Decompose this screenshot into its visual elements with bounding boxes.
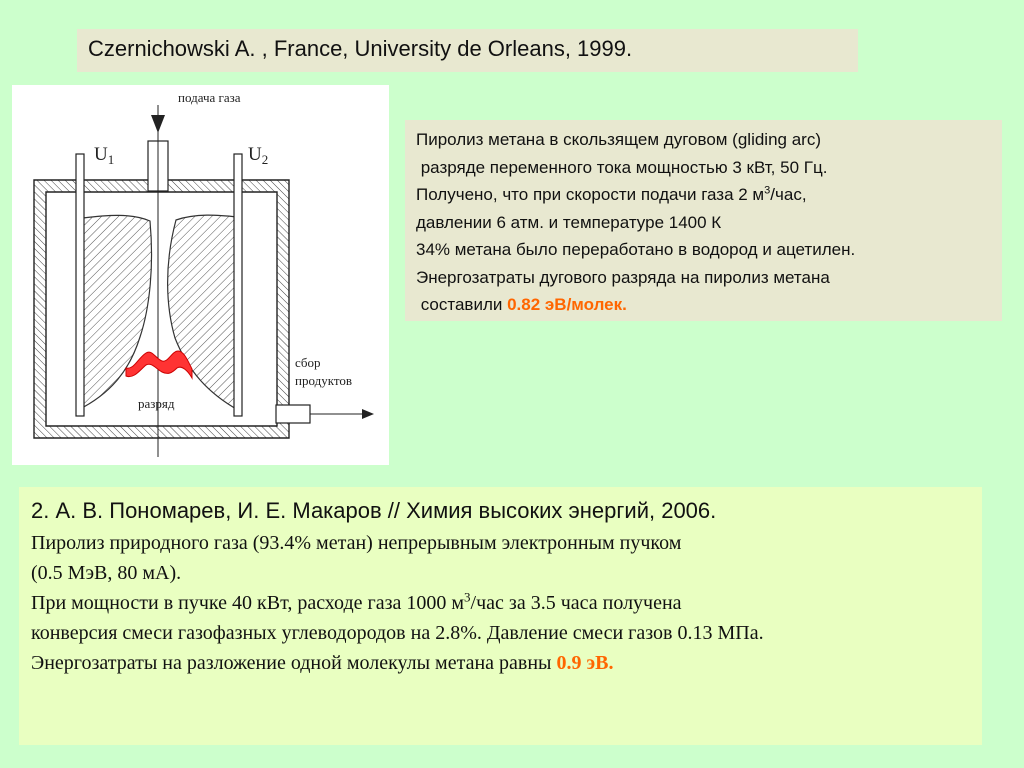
gliding-arc-line-1: Пиролиз метана в скользящем дуговом (gliding arc): [416, 130, 821, 149]
electron-beam-line-2: (0.5 МэВ, 80 мА).: [31, 562, 182, 584]
electron-beam-line-1: Пиролиз природного газа (93.4% метан) непрерывным электронным пучком: [31, 532, 682, 554]
electrode-2-label: $U_2$: [248, 144, 269, 167]
discharge-arc: [126, 351, 192, 378]
gliding-arc-description: [405, 120, 1002, 321]
gas-feed-label: подача газа: [178, 90, 241, 105]
gliding-arc-line-2: разряде переменного тока мощностью 3 кВт, 50 Гц.: [416, 157, 828, 177]
reactor-diagram: [12, 85, 389, 465]
product-outlet: [276, 405, 374, 423]
reference-box: [77, 29, 858, 72]
products-label-line1: сбор: [295, 355, 321, 370]
gliding-arc-line-6: Энергозатраты дугового разряда на пиролиз метана: [416, 267, 830, 287]
gliding-arc-line-4: давлении 6 атм. и температуре 1400 К: [416, 212, 722, 232]
products-label-line2: продуктов: [295, 373, 352, 388]
electron-beam-line-5: Энергозатраты на разложение одной молекулы метана равны 0.9 эВ.: [31, 652, 614, 674]
electron-beam-energy-value: 0.9 эВ.: [556, 652, 614, 674]
gliding-arc-line-5: 34% метана было переработано в водород и ацетилен.: [416, 240, 856, 259]
electron-beam-line-4: конверсия смеси газофазных углеводородов на 2.8%. Давление смеси газов 0.13 МПа.: [31, 622, 764, 644]
discharge-label: разряд: [138, 396, 175, 411]
reactor-svg: [12, 85, 389, 465]
electrode-left: [78, 215, 152, 410]
electrode-1-label: $U_1$: [94, 144, 115, 167]
electron-beam-line-3: При мощности в пучке 40 кВт, расходе газа 1000 $м^3$/час за 3.5 часа получена: [31, 589, 682, 614]
electron-beam-heading: 2. А. В. Пономарев, И. Е. Макаров // Химия высоких энергий, 2006.: [31, 498, 717, 523]
gliding-arc-energy-value: 0.82 эВ/молек.: [507, 295, 627, 314]
electrode-right: [168, 215, 238, 410]
gliding-arc-line-7: составили 0.82 эВ/молек.: [416, 295, 627, 314]
electron-beam-description: [19, 487, 982, 745]
gliding-arc-line-3: Получено, что при скорости подачи газа 2 $м^3$/час,: [416, 184, 807, 204]
reference-text: Czernichowski A. , France, University de Orleans, 1999.: [88, 36, 633, 61]
